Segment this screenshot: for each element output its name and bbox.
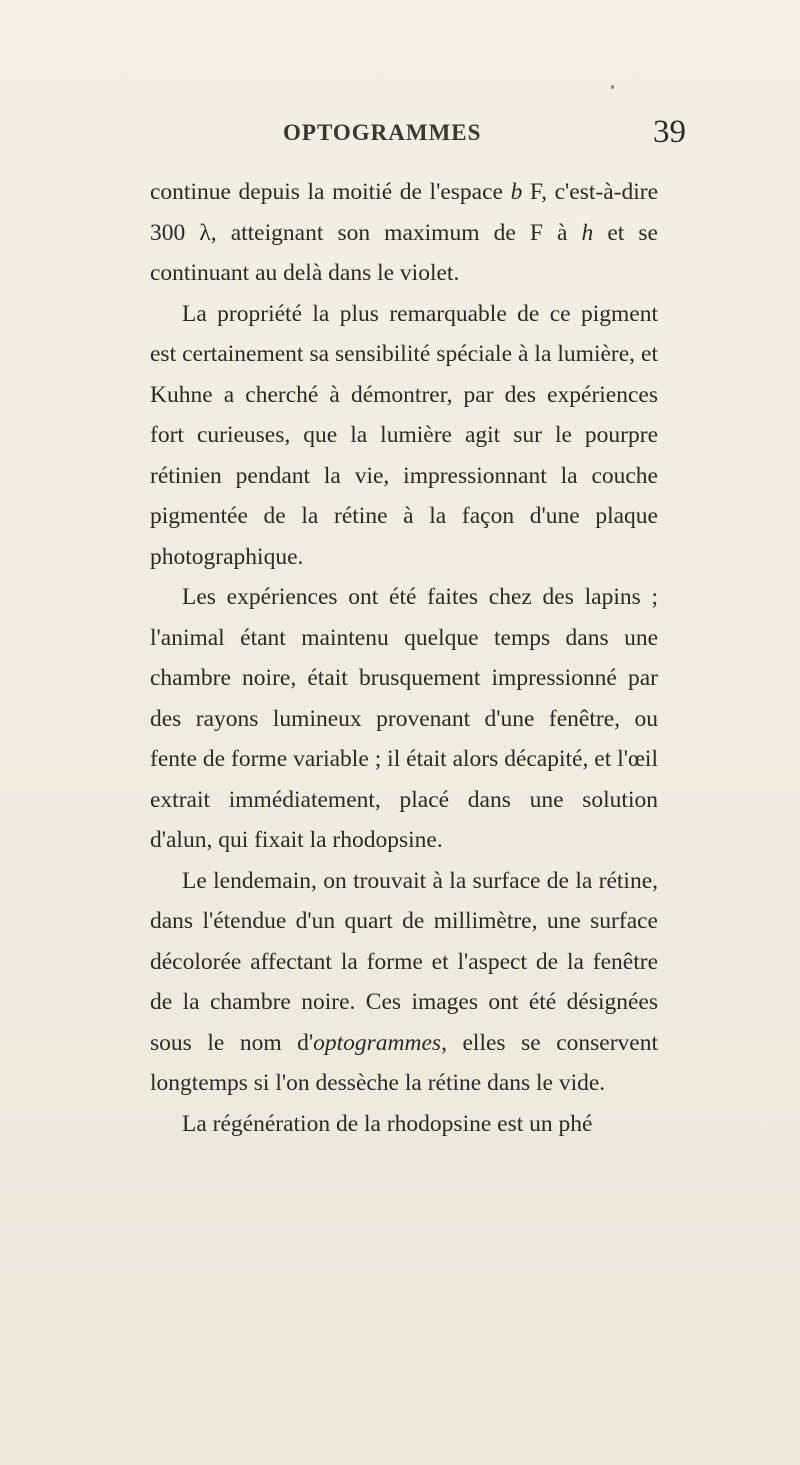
paragraph-3 (150, 577, 658, 861)
paragraph-4 (150, 861, 658, 1104)
paragraph-text: La propriété la plus remarquable de ce pigment est certainement sa sensibilité spéciale à la lumière, et Kuhne a cherché à démontrer, par des expériences fort curieuses, que la lumière agit sur le pourpre rétinien pendant la vie, impressionnant la couche pigmentée de la rétine à la façon d'une plaque photographique. (150, 300, 658, 570)
running-head-title: OPTOGRAMMES (283, 120, 482, 145)
paragraph-2 (150, 294, 658, 578)
paragraph-text: La régénération de la rhodopsine est un phé (182, 1110, 593, 1137)
paragraph-1 (150, 172, 658, 294)
paragraph-text: , elles se conservent longtemps si l'on dessèche la rétine dans le vide. (150, 1029, 658, 1096)
paragraph-text: et se continuant au delà dans le violet. (150, 219, 658, 286)
paragraph-text: F, c'est-à-dire 300 λ, atteignant son maximum de F à (150, 179, 658, 246)
italic-text: b (510, 179, 523, 205)
italic-text: h (581, 219, 594, 246)
paragraph-text: Les expériences ont été faites chez des lapins ; l'animal étant maintenu quelque temps dans une chambre noire, était brusquement impressionné par des rayons lumineux provenant d'une fenêtre, ou fente de forme variable ; il était alors décapité, et l'œil extrait immédiatement, placé dans une solution d'alun, qui fixait la rhodopsine. (150, 584, 658, 853)
running-head (0, 114, 800, 154)
page-number: 39 (653, 114, 686, 150)
paragraph-text: Le lendemain, on trouvait à la surface de la rétine, dans l'étendue d'un quart de millimètre, une surface décolorée affectant la forme et l'aspect de la fenêtre de la chambre noire. Ces images ont été désignées sous le nom d' (150, 867, 658, 1056)
italic-text: optogrammes (313, 1029, 442, 1056)
paragraph-5 (150, 1104, 658, 1145)
body-text (150, 172, 658, 1144)
paper-speck (611, 85, 614, 89)
paragraph-text: continue depuis la moitié de l'espace (150, 179, 511, 205)
